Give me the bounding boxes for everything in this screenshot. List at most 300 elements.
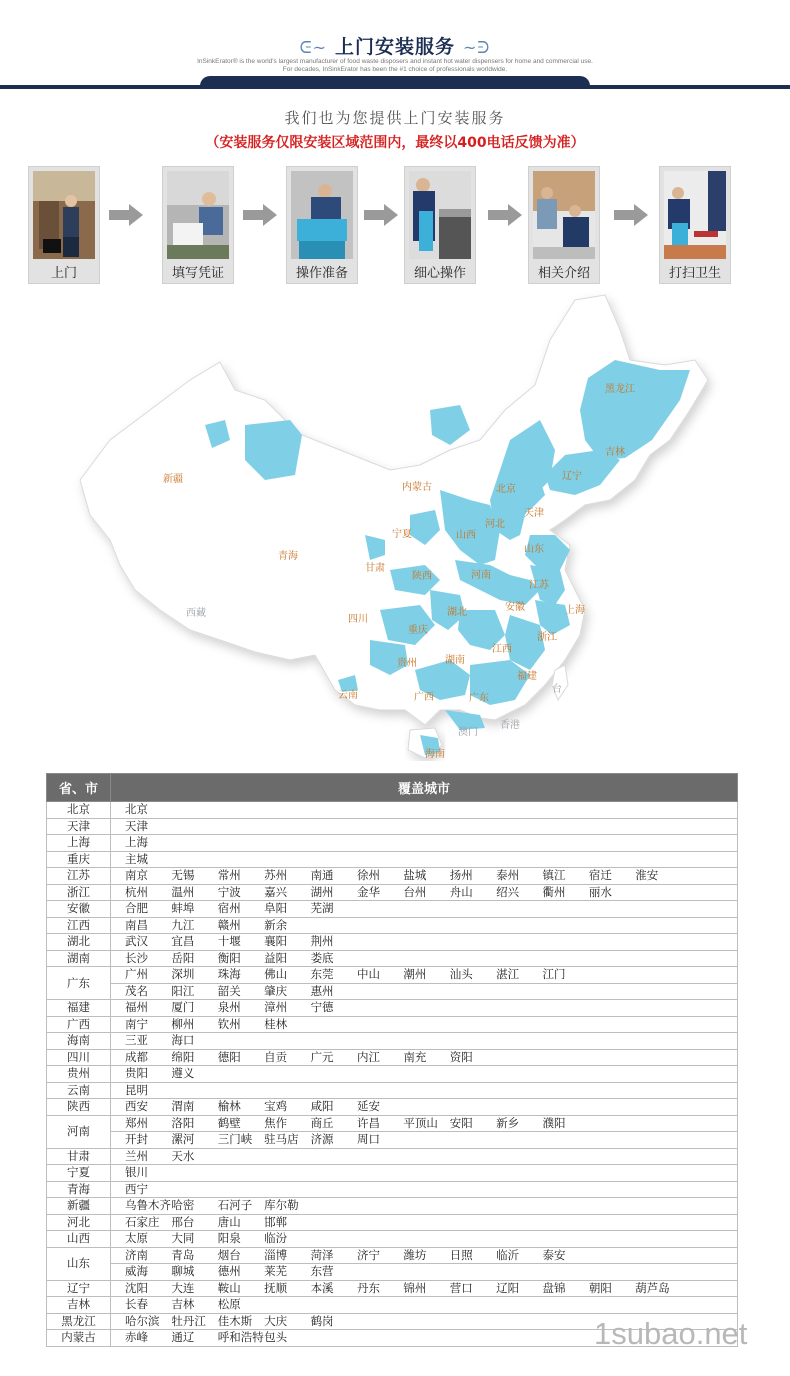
city-name: 江门 xyxy=(542,967,566,982)
cities-cell xyxy=(111,1132,738,1149)
province-cell: 广西 xyxy=(47,1016,111,1033)
province-cell: 天津 xyxy=(47,818,111,835)
city-name: 常州 xyxy=(217,868,241,883)
city-name: 温州 xyxy=(171,884,195,899)
city-name: 内江 xyxy=(356,1049,380,1064)
city-name: 芜湖 xyxy=(310,901,334,916)
table-row xyxy=(47,1033,738,1050)
city-name: 南宁 xyxy=(125,1016,148,1031)
city-name: 石河子 xyxy=(217,1198,253,1213)
province-cell: 江西 xyxy=(47,917,111,934)
province-cell: 河南 xyxy=(47,1115,111,1148)
city-name: 焦作 xyxy=(264,1115,288,1130)
city-name: 营口 xyxy=(449,1280,473,1295)
city-name: 济源 xyxy=(310,1132,334,1147)
city-name: 宝鸡 xyxy=(264,1099,288,1114)
china-coverage-map xyxy=(40,290,760,770)
table-row xyxy=(47,1198,738,1215)
city-name: 德州 xyxy=(217,1264,241,1279)
city-name: 松原 xyxy=(217,1297,241,1312)
province-cell: 山西 xyxy=(47,1231,111,1248)
city-name: 娄底 xyxy=(310,950,334,965)
city-name: 天津 xyxy=(125,818,148,833)
city-name: 赣州 xyxy=(217,917,241,932)
city-name: 赤峰 xyxy=(125,1330,148,1345)
table-row xyxy=(47,1016,738,1033)
city-name: 漳州 xyxy=(264,1000,288,1015)
step-label: 相关介绍 xyxy=(537,266,590,281)
city-name: 抚顺 xyxy=(264,1280,288,1295)
cities-cell xyxy=(111,1214,738,1231)
map-label: 山西 xyxy=(456,530,476,541)
city-name: 威海 xyxy=(125,1264,148,1279)
city-name: 邯郸 xyxy=(264,1214,288,1229)
city-name: 天水 xyxy=(171,1148,195,1163)
cities-cell xyxy=(111,1247,738,1264)
city-name: 泰州 xyxy=(496,868,520,883)
city-name: 临汾 xyxy=(264,1231,288,1246)
city-name: 桂林 xyxy=(264,1016,288,1031)
step-label: 打扫卫生 xyxy=(668,266,721,281)
intro-notice: （安装服务仅限安装区域范围内，最终以400电话反馈为准） xyxy=(205,135,585,151)
city-name: 包头 xyxy=(264,1330,288,1345)
province-cell: 河北 xyxy=(47,1214,111,1231)
map-label: 江西 xyxy=(492,644,512,655)
province-cell: 云南 xyxy=(47,1082,111,1099)
cities-cell xyxy=(111,1198,738,1215)
city-name: 锦州 xyxy=(403,1280,427,1295)
city-name: 朝阳 xyxy=(588,1280,612,1295)
city-name: 遵义 xyxy=(171,1066,195,1081)
cities-cell xyxy=(111,1231,738,1248)
province-cell: 安徽 xyxy=(47,901,111,918)
map-label: 四川 xyxy=(348,614,368,625)
province-cell: 江苏 xyxy=(47,868,111,885)
city-name: 潮州 xyxy=(403,967,427,982)
city-name: 德阳 xyxy=(217,1049,241,1064)
step-label: 填写凭证 xyxy=(171,266,224,281)
city-name: 泰安 xyxy=(542,1247,566,1262)
cities-cell xyxy=(111,967,738,984)
map-label: 海南 xyxy=(425,749,445,760)
table-row xyxy=(47,1049,738,1066)
table-row xyxy=(47,802,738,819)
city-name: 武汉 xyxy=(125,934,148,949)
city-name: 商丘 xyxy=(310,1115,334,1130)
table-row xyxy=(47,967,738,984)
city-name: 呼和浩特 xyxy=(217,1330,264,1345)
city-name: 安阳 xyxy=(449,1115,473,1130)
map-label: 宁夏 xyxy=(392,529,412,540)
city-name: 东营 xyxy=(310,1264,334,1279)
map-label: 贵州 xyxy=(397,658,417,669)
city-name: 宁波 xyxy=(217,884,241,899)
step-photo xyxy=(167,171,229,259)
city-name: 嘉兴 xyxy=(264,884,288,899)
city-name: 佛山 xyxy=(264,967,288,982)
cities-cell xyxy=(111,1000,738,1017)
province-cell: 陕西 xyxy=(47,1099,111,1116)
map-label: 北京 xyxy=(496,484,516,495)
city-name: 镇江 xyxy=(542,868,566,883)
city-name: 蚌埠 xyxy=(171,901,195,916)
city-name: 鹤壁 xyxy=(217,1115,241,1130)
table-row xyxy=(47,1082,738,1099)
city-name: 衡阳 xyxy=(217,950,241,965)
city-name: 南充 xyxy=(403,1049,427,1064)
province-cell: 广东 xyxy=(47,967,111,1000)
map-label: 天津 xyxy=(524,508,544,519)
province-cell: 甘肃 xyxy=(47,1148,111,1165)
table-row xyxy=(47,1231,738,1248)
city-name: 无锡 xyxy=(171,868,195,883)
map-label: 湖北 xyxy=(447,607,467,618)
city-name: 丽水 xyxy=(588,884,612,899)
city-name: 上海 xyxy=(125,835,148,850)
city-name: 济宁 xyxy=(356,1247,380,1262)
province-cell: 四川 xyxy=(47,1049,111,1066)
city-name: 三亚 xyxy=(125,1033,148,1048)
city-name: 资阳 xyxy=(449,1049,473,1064)
city-name: 平顶山 xyxy=(403,1115,438,1130)
city-name: 莱芜 xyxy=(264,1264,288,1279)
city-name: 大同 xyxy=(171,1231,195,1246)
arrow-right-icon xyxy=(488,204,522,226)
city-name: 许昌 xyxy=(356,1115,380,1130)
step-photo xyxy=(409,171,471,259)
table-row xyxy=(47,884,738,901)
city-name: 襄阳 xyxy=(264,934,288,949)
city-name: 鹤岗 xyxy=(310,1313,334,1328)
city-name: 潍坊 xyxy=(403,1247,427,1262)
map-label: 甘肃 xyxy=(365,563,385,574)
step-label: 操作准备 xyxy=(295,266,348,281)
arrow-right-icon xyxy=(109,204,143,226)
city-name: 本溪 xyxy=(310,1280,334,1295)
city-name: 广元 xyxy=(310,1049,334,1064)
province-cell: 新疆 xyxy=(47,1198,111,1215)
header-subtitle-line2: For decades, InSinkErator has been the #1 choice of professionals worldwide. xyxy=(282,66,508,73)
cities-cell xyxy=(111,818,738,835)
city-name: 西宁 xyxy=(125,1181,148,1196)
city-name: 宁德 xyxy=(310,1000,334,1015)
city-name: 阳泉 xyxy=(217,1231,241,1246)
table-header-row xyxy=(47,774,738,802)
table-row xyxy=(47,1132,738,1149)
city-name: 丹东 xyxy=(356,1280,380,1295)
city-name: 徐州 xyxy=(356,868,380,883)
map-label: 河北 xyxy=(485,519,505,530)
city-name: 济南 xyxy=(125,1247,148,1262)
province-cell: 福建 xyxy=(47,1000,111,1017)
table-row xyxy=(47,1165,738,1182)
map-label: 上海 xyxy=(565,605,585,616)
province-cell: 山东 xyxy=(47,1247,111,1280)
city-name: 长沙 xyxy=(125,950,148,965)
table-row xyxy=(47,1214,738,1231)
city-name: 大连 xyxy=(171,1280,195,1295)
table-row xyxy=(47,1066,738,1083)
city-name: 哈密 xyxy=(171,1198,195,1213)
table-row xyxy=(47,1000,738,1017)
city-name: 驻马店 xyxy=(264,1132,299,1147)
table-row xyxy=(47,818,738,835)
city-name: 海口 xyxy=(171,1033,195,1048)
city-name: 合肥 xyxy=(125,901,148,916)
cities-cell xyxy=(111,835,738,852)
map-label: 湖南 xyxy=(445,655,465,666)
table-row xyxy=(47,917,738,934)
city-name: 肇庆 xyxy=(264,983,288,998)
city-name: 银川 xyxy=(125,1165,148,1180)
city-name: 苏州 xyxy=(264,868,288,883)
table-row xyxy=(47,1181,738,1198)
cities-cell xyxy=(111,934,738,951)
map-label: 河南 xyxy=(471,570,491,581)
table-row xyxy=(47,1115,738,1132)
city-name: 太原 xyxy=(125,1231,148,1246)
city-name: 兰州 xyxy=(125,1148,148,1163)
map-label: 江苏 xyxy=(529,580,549,591)
city-name: 湖州 xyxy=(310,884,334,899)
city-name: 自贡 xyxy=(264,1049,288,1064)
city-name: 盐城 xyxy=(403,868,427,883)
city-name: 中山 xyxy=(356,967,380,982)
province-cell: 海南 xyxy=(47,1033,111,1050)
step-card xyxy=(286,166,358,284)
city-name: 牡丹江 xyxy=(171,1313,206,1328)
city-name: 湛江 xyxy=(496,967,520,982)
city-name: 南京 xyxy=(125,868,148,883)
step-label: 细心操作 xyxy=(413,266,466,281)
city-name: 周口 xyxy=(356,1132,380,1147)
arrow-right-icon xyxy=(243,204,277,226)
cities-cell xyxy=(111,1264,738,1281)
city-name: 惠州 xyxy=(310,983,334,998)
table-row xyxy=(47,934,738,951)
city-name: 延安 xyxy=(356,1099,380,1114)
header-cities: 覆盖城市 xyxy=(111,774,738,802)
table-row xyxy=(47,1247,738,1264)
cities-cell xyxy=(111,917,738,934)
city-name: 广州 xyxy=(125,967,148,982)
city-name: 舟山 xyxy=(449,884,473,899)
page-header xyxy=(0,0,790,92)
step-card xyxy=(659,166,731,284)
step-label: 上门 xyxy=(50,266,77,281)
city-name: 邢台 xyxy=(171,1214,195,1229)
city-name: 濮阳 xyxy=(542,1115,566,1130)
city-name: 长春 xyxy=(125,1297,148,1312)
header-subtitle-line1: InSinkErator® is the world's largest manufacturer of food waste disposers and instant hot water dispensers for home and commercial use. xyxy=(197,58,593,65)
cities-cell xyxy=(111,851,738,868)
city-name: 三门峡 xyxy=(217,1132,253,1147)
city-name: 盘锦 xyxy=(542,1280,566,1295)
intro-heading: 我们也为您提供上门安装服务 xyxy=(284,109,506,127)
city-name: 汕头 xyxy=(449,967,473,982)
header-title-text: 上门安装服务 xyxy=(334,36,455,58)
map-label: 黑龙江 xyxy=(605,384,635,395)
table-row xyxy=(47,1280,738,1297)
table-row xyxy=(47,1148,738,1165)
swirl-ornament-icon: ᕮ~ xyxy=(299,38,327,57)
city-name: 绵阳 xyxy=(171,1049,195,1064)
cities-cell xyxy=(111,1016,738,1033)
city-name: 沈阳 xyxy=(125,1280,148,1295)
cities-cell xyxy=(111,1165,738,1182)
map-label: 内蒙古 xyxy=(402,482,432,493)
city-name: 南昌 xyxy=(125,917,148,932)
province-cell: 重庆 xyxy=(47,851,111,868)
map-label: 云南 xyxy=(338,690,358,701)
table-row xyxy=(47,851,738,868)
cities-cell xyxy=(111,983,738,1000)
city-name: 柳州 xyxy=(171,1016,195,1031)
city-name: 哈尔滨 xyxy=(125,1313,160,1328)
map-label: 吉林 xyxy=(605,447,625,458)
city-name: 阜阳 xyxy=(264,901,288,916)
city-name: 新余 xyxy=(264,917,288,932)
province-cell: 上海 xyxy=(47,835,111,852)
map-label: 香港 xyxy=(500,720,520,731)
city-name: 临沂 xyxy=(496,1247,520,1262)
province-cell: 辽宁 xyxy=(47,1280,111,1297)
province-cell: 北京 xyxy=(47,802,111,819)
step-card xyxy=(28,166,100,284)
city-name: 南通 xyxy=(310,868,334,883)
city-name: 新乡 xyxy=(496,1115,520,1130)
cities-cell xyxy=(111,1033,738,1050)
step-card xyxy=(404,166,476,284)
cities-cell xyxy=(111,1148,738,1165)
cities-cell xyxy=(111,1049,738,1066)
table-row xyxy=(47,950,738,967)
map-label: 广西 xyxy=(414,692,434,703)
city-name: 乌鲁木齐 xyxy=(125,1198,171,1213)
city-name: 成都 xyxy=(125,1049,148,1064)
cities-cell xyxy=(111,950,738,967)
map-label: 澳门 xyxy=(458,727,478,738)
province-cell: 宁夏 xyxy=(47,1165,111,1182)
map-label: 西藏 xyxy=(186,608,206,619)
city-name: 烟台 xyxy=(217,1247,241,1262)
city-name: 阳江 xyxy=(171,983,195,998)
cities-cell xyxy=(111,868,738,885)
city-name: 钦州 xyxy=(217,1016,241,1031)
city-name: 榆林 xyxy=(217,1099,241,1114)
map-label: 辽宁 xyxy=(562,471,582,482)
map-label: 台 xyxy=(552,684,562,695)
city-name: 渭南 xyxy=(171,1099,195,1114)
city-name: 淄博 xyxy=(264,1247,288,1262)
city-name: 吉林 xyxy=(171,1297,195,1312)
city-name: 宿迁 xyxy=(588,868,612,883)
table-row xyxy=(47,868,738,885)
city-name: 葫芦岛 xyxy=(635,1280,670,1295)
table-row xyxy=(47,1099,738,1116)
city-name: 洛阳 xyxy=(171,1115,195,1130)
cities-cell xyxy=(111,1082,738,1099)
city-name: 西安 xyxy=(125,1099,148,1114)
city-name: 福州 xyxy=(125,1000,148,1015)
city-name: 主城 xyxy=(125,851,148,866)
city-name: 绍兴 xyxy=(496,884,520,899)
city-name: 岳阳 xyxy=(171,950,195,965)
table-row xyxy=(47,835,738,852)
city-name: 扬州 xyxy=(449,868,473,883)
city-name: 鞍山 xyxy=(217,1280,241,1295)
city-name: 杭州 xyxy=(125,884,148,899)
cities-cell xyxy=(111,802,738,819)
city-name: 辽阳 xyxy=(496,1280,520,1295)
cities-cell xyxy=(111,1181,738,1198)
city-name: 宿州 xyxy=(217,901,241,916)
city-name: 益阳 xyxy=(264,950,288,965)
province-cell: 湖南 xyxy=(47,950,111,967)
province-cell: 浙江 xyxy=(47,884,111,901)
coverage-table xyxy=(46,773,738,1347)
city-name: 淮安 xyxy=(635,868,659,883)
cities-cell xyxy=(111,1280,738,1297)
table-row xyxy=(47,1264,738,1281)
header-divider xyxy=(0,85,790,89)
city-name: 衢州 xyxy=(542,884,566,899)
city-name: 九江 xyxy=(171,917,195,932)
cities-cell xyxy=(111,1115,738,1132)
map-label: 浙江 xyxy=(537,632,557,643)
map-label: 福建 xyxy=(517,671,537,682)
arrow-right-icon xyxy=(364,204,398,226)
city-name: 佳木斯 xyxy=(217,1313,253,1328)
city-name: 荆州 xyxy=(310,934,334,949)
map-label: 新疆 xyxy=(163,474,183,485)
step-photo xyxy=(664,171,726,259)
map-label: 重庆 xyxy=(408,625,428,636)
province-cell: 吉林 xyxy=(47,1297,111,1314)
city-name: 厦门 xyxy=(171,1000,195,1015)
city-name: 漯河 xyxy=(171,1132,195,1147)
city-name: 库尔勒 xyxy=(264,1198,299,1213)
city-name: 宜昌 xyxy=(171,934,195,949)
province-cell: 内蒙古 xyxy=(47,1330,111,1347)
step-card xyxy=(528,166,600,284)
table-row xyxy=(47,983,738,1000)
swirl-ornament-icon: ~ᕭ xyxy=(463,38,491,57)
cities-cell xyxy=(111,901,738,918)
city-name: 金华 xyxy=(356,884,380,899)
city-name: 十堰 xyxy=(217,934,241,949)
city-name: 泉州 xyxy=(217,1000,241,1015)
city-name: 聊城 xyxy=(171,1264,195,1279)
cities-cell xyxy=(111,1099,738,1116)
province-cell: 湖北 xyxy=(47,934,111,951)
step-photo xyxy=(33,171,95,259)
header-province: 省、市 xyxy=(47,774,111,802)
city-name: 日照 xyxy=(449,1247,473,1262)
city-name: 咸阳 xyxy=(310,1099,334,1114)
city-name: 东莞 xyxy=(310,967,334,982)
city-name: 昆明 xyxy=(125,1082,148,1097)
map-label: 山东 xyxy=(524,544,544,555)
table-body xyxy=(47,802,738,1347)
city-name: 茂名 xyxy=(125,983,148,998)
map-label: 安徽 xyxy=(505,602,525,613)
step-photo xyxy=(533,171,595,259)
city-name: 唐山 xyxy=(217,1214,241,1229)
city-name: 青岛 xyxy=(171,1247,195,1262)
province-cell: 贵州 xyxy=(47,1066,111,1083)
city-name: 台州 xyxy=(403,884,427,899)
